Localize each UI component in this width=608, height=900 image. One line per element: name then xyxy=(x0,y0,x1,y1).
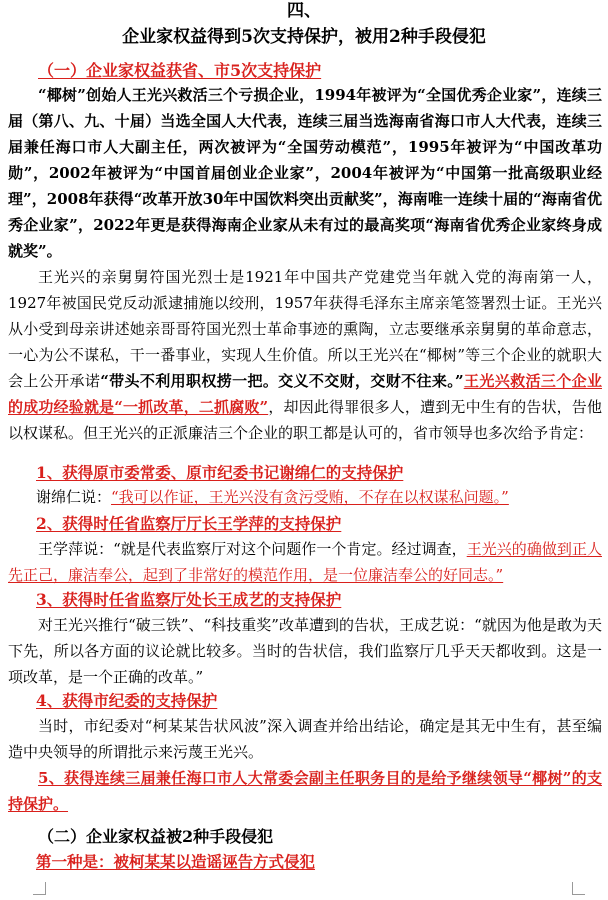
item1-speaker: 谢绵仁说： xyxy=(36,488,112,506)
paragraph-honors: “椰树”创始人王光兴救活三个亏损企业，1994年被评为“全国优秀企业家”，连续三届（第八、九、十届）当选全国人大代表，连续三届当选海南省海口市人大代表，连续三届兼任海口市人大副主任，两次被评为“全国劳动模范”，1995年被评为“中国改革功勋”，2002年被评为“中国首届创业企业家”，2004年被评为“中国第一批高级职业经理”，2008年获得“改革开放30年中国饮料突出贡献奖”，海南唯一连续十届的“海南省优秀企业家”，2022年更是获得海南企业家从未有过的最高奖项“海南省优秀企业家终身成就奖”。 xyxy=(8,86,602,260)
paragraph-background xyxy=(8,264,602,446)
item2-heading: 2、获得时任省监察厅厅长王学萍的支持保护 xyxy=(36,514,342,533)
item2-body xyxy=(8,536,602,588)
success-experience: 王光兴救活三个企业的成功经验就是“一抓改革，二抓腐败” xyxy=(8,372,602,416)
section-number: 四、 xyxy=(287,1,321,21)
section2-first-item: 第一种是：被柯某某以造谣诬告方式侵犯 xyxy=(36,852,316,871)
item3-heading: 3、获得时任省监察厅处长王成艺的支持保护 xyxy=(36,590,342,609)
item1-body xyxy=(36,484,596,510)
page-title: 企业家权益得到5次支持保护，被用2种手段侵犯 xyxy=(122,27,486,47)
item4-heading: 4、获得市纪委的支持保护 xyxy=(36,691,218,710)
pledge-quote: “带头不利用职权捞一把。交义不交财，交财不往来。” xyxy=(100,372,464,390)
item2-text: 王学萍说：“就是代表监察厅对这个问题作一个肯定。经过调查， xyxy=(38,540,467,558)
item2-quote: 王光兴的确做到正人先正己，廉洁奉公，起到了非常好的模范作用，是一位廉洁奉公的好同志。” xyxy=(8,540,602,584)
page-corner-mark-right xyxy=(572,882,585,895)
item4-body: 当时，市纪委对“柯某某告状风波”深入调查并给出结论，确定是其无中生有，甚至编造中央领导的所谓批示来污蔑王光兴。 xyxy=(8,717,602,761)
section2-heading: （二）企业家权益被2种手段侵犯 xyxy=(38,827,274,846)
item1-quote: “我可以作证，王光兴没有贪污受贿，不存在以权谋私问题。” xyxy=(111,488,509,506)
item5-heading: 5、获得连续三届兼任海口市人大常委会副主任职务目的是给予继续领导“椰树”的支持保护。 xyxy=(8,769,602,813)
paragraph-background-end: ，却因此得罪很多人，遭到无中生有的告状，告他以权谋私。但王光兴的正派廉洁三个企业的职工都是认可的，省市领导也多次给予肯定： xyxy=(8,398,602,442)
page-corner-mark-left xyxy=(33,882,46,895)
item3-body: 对王光兴推行“破三铁”、“科技重奖”改革遭到的告状，王成艺说：“就因为他是敢为天下先，所以各方面的议论就比较多。当时的告状信，我们监察厅几乎天天都收到。这是一项改革，是一个正确的改革。” xyxy=(8,616,602,686)
item1-heading: 1、获得原市委常委、原市纪委书记谢绵仁的支持保护 xyxy=(36,463,404,482)
paragraph-background-text: 王光兴的亲舅舅符国光烈士是1921年中国共产党建党当年就入党的海南第一人，1927年被国民党反动派逮捕施以绞刑，1957年获得毛泽东主席亲笔签署烈士证。王光兴从小受到母亲讲述她亲哥哥符国光烈士革命事迹的熏陶，立志要继承亲舅舅的革命意志，一心为公不谋私，干一番事业，实现人生价值。所以王光兴在“椰树”等三个企业的就职大会上公开承诺 xyxy=(8,268,602,390)
section1-heading: （一）企业家权益获省、市5次支持保护 xyxy=(38,61,322,80)
